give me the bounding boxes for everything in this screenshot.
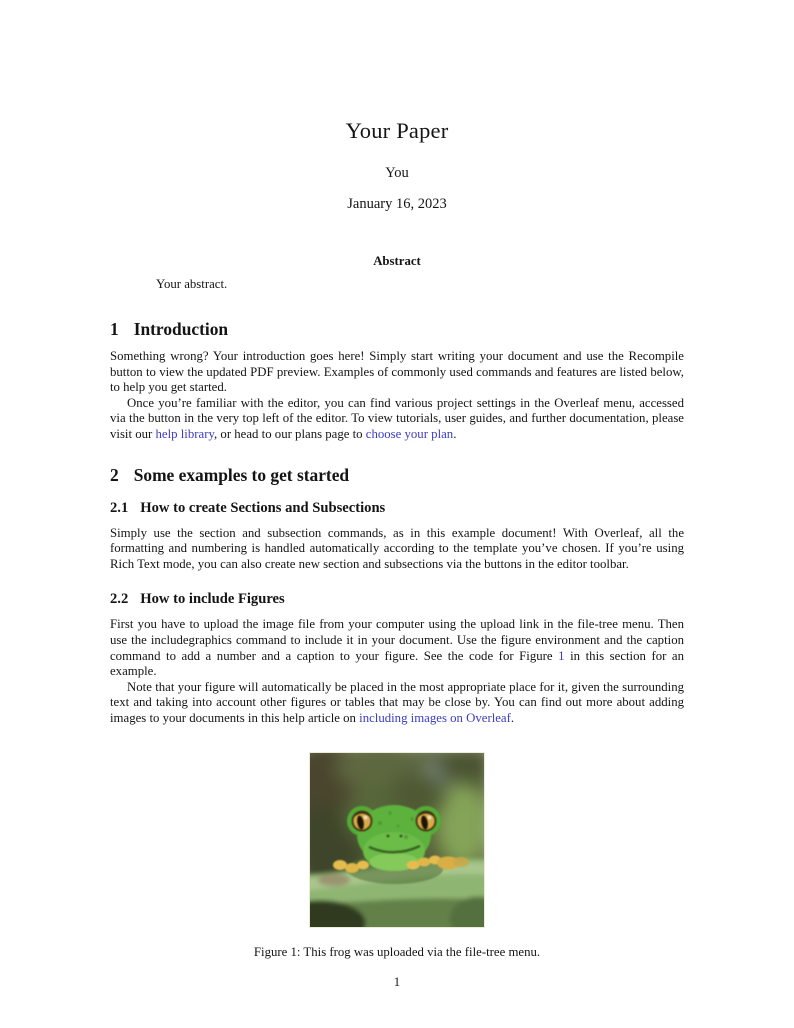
abstract-body: Your abstract. — [156, 277, 228, 291]
paper-author: You — [385, 165, 409, 181]
paragraph-text: . — [453, 426, 457, 441]
paper-date: January 16, 2023 — [347, 196, 447, 212]
section-2-title: Some examples to get started — [133, 464, 350, 485]
section-2-2-number: 2.2 — [110, 591, 129, 608]
section-2-1-title: How to create Sections and Subsections — [140, 499, 386, 516]
intro-paragraph-2 — [110, 396, 684, 443]
section-1-number: 1 — [110, 319, 119, 339]
section-1-heading — [110, 319, 684, 340]
section-2-1-number: 2.1 — [110, 499, 129, 516]
including-images-link[interactable]: including images on Overleaf — [359, 710, 511, 725]
figure-caption: Figure 1: This frog was uploaded via the file-tree menu. — [253, 944, 541, 959]
paragraph-text: Note that your figure will automatically be placed in the most appropriate place for it, given the surrounding text and taking into account other figures or tables that may be close by. You can find out more about adding images to your documents in this help article on — [110, 679, 684, 725]
figure-1 — [110, 752, 684, 960]
paragraph-text: First you have to upload the image file from your computer using the upload link in the file-tree menu. Then use the includegraphics command to include it in your document. Use the figure environment and the caption command to add a number and a caption to your figure. See the code for Figure — [110, 617, 684, 663]
paragraph-text: , or head to our plans page to — [214, 426, 366, 441]
figures-paragraph-1 — [110, 617, 684, 679]
figure-1-ref-link[interactable]: 1 — [558, 648, 565, 663]
choose-your-plan-link[interactable]: choose your plan — [365, 426, 454, 441]
paper-title: Your Paper — [345, 118, 449, 143]
section-1-title: Introduction — [133, 319, 229, 339]
help-library-link[interactable]: help library — [155, 426, 215, 441]
figures-paragraph-2 — [110, 680, 684, 727]
section-2-heading — [110, 465, 684, 486]
page-number: 1 — [393, 975, 401, 989]
section-2-1-heading — [110, 500, 684, 517]
intro-paragraph-1: Something wrong? Your introduction goes here! Simply start writing your document and use the Recompile button to view the updated PDF preview. Examples of commonly used commands and features are listed below, to help you get started. — [110, 349, 684, 395]
section-2-number: 2 — [110, 464, 119, 485]
abstract-heading: Abstract — [373, 254, 421, 268]
paragraph-text: . — [510, 710, 515, 725]
paragraph-text: Once you’re familiar with the editor, you can find various project settings in the Overleaf menu, accessed via the button in the very top left of the editor. To view tutorials, user guides, and further documentation, please visit our — [110, 395, 684, 441]
sections-paragraph: Simply use the section and subsection commands, as in this example document! With Overleaf, all the formatting and numbering is handled automatically according to the template you’ve chosen. If you’re using Rich Text mode, you can also create new section and subsections via the buttons in the editor toolbar. — [110, 525, 684, 571]
section-2-2-heading — [110, 591, 684, 608]
title-block — [110, 118, 684, 213]
section-2-2-title: How to include Figures — [140, 591, 285, 608]
paragraph-text: in this section for an example. — [110, 648, 685, 679]
frog-photo — [309, 752, 485, 928]
